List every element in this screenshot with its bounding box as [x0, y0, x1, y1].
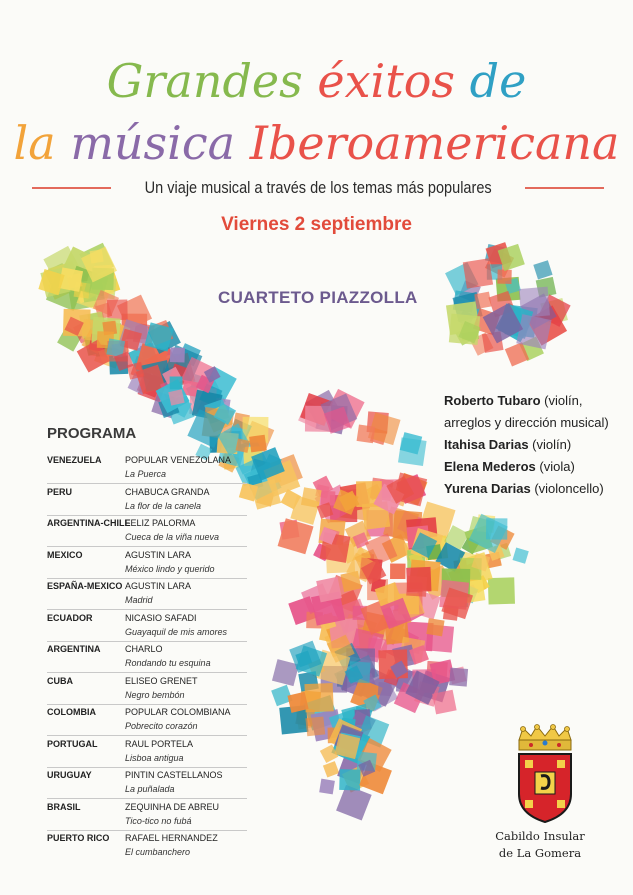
- program-song: Tico-tico no fubá: [125, 815, 192, 826]
- musician-name: Elena Mederos: [444, 459, 536, 474]
- map-tile: [488, 577, 515, 604]
- map-tile: [170, 347, 185, 362]
- program-country: PORTUGAL: [47, 738, 98, 749]
- map-tile: [497, 270, 511, 284]
- program-separator: [47, 704, 247, 705]
- title-word-l1-1: éxitos: [317, 54, 456, 108]
- program-country: ARGENTINA: [47, 644, 101, 654]
- program-song: Negro bembón: [125, 689, 185, 700]
- title-word-l2-1: música: [70, 116, 236, 170]
- program-item: [47, 676, 247, 708]
- program-composer: AGUSTIN LARA: [125, 581, 192, 591]
- ensemble-name: CUARTETO PIAZZOLLA: [218, 288, 418, 307]
- map-tile: [516, 314, 551, 349]
- program-separator: [47, 735, 247, 736]
- musicians-list: [444, 390, 624, 500]
- program-song: Guayaquil de mis amores: [125, 626, 228, 637]
- program-separator: [47, 483, 247, 484]
- program-song: La flor de la canela: [125, 500, 202, 511]
- program-composer: AGUSTIN LARA: [125, 549, 192, 560]
- map-tile: [406, 576, 427, 597]
- program-separator: [47, 798, 247, 799]
- map-tile: [168, 389, 184, 405]
- program-country: PERU: [47, 486, 73, 497]
- program-country: URUGUAY: [47, 770, 92, 780]
- map-tile: [474, 292, 491, 309]
- program-item: [47, 833, 247, 865]
- map-tile: [170, 376, 183, 389]
- map-tile: [107, 300, 128, 321]
- program-separator: [47, 672, 247, 673]
- program-separator: [47, 578, 247, 579]
- program-country: ESPAÑA-MEXICO: [47, 581, 123, 591]
- program-composer: FELIZ PALORMA: [125, 518, 196, 528]
- map-tile: [398, 437, 427, 466]
- program-composer: RAFAEL HERNANDEZ: [125, 833, 218, 843]
- cabildo-gomera-crest-icon: [513, 724, 577, 824]
- program-song: Cueca de la viña nueva: [125, 532, 220, 542]
- map-tile: [512, 547, 528, 563]
- musician: [444, 478, 624, 500]
- program-list: [47, 455, 247, 865]
- program-song: La Puerca: [125, 469, 167, 479]
- program-item: [47, 707, 247, 739]
- program-separator: [47, 830, 247, 831]
- musician-role: (viola): [535, 459, 575, 474]
- map-tile: [305, 716, 325, 736]
- map-tile: [235, 438, 249, 452]
- musician-role: (violoncello): [530, 481, 604, 496]
- map-tile: [463, 258, 493, 288]
- map-tile: [249, 435, 267, 453]
- program-composer: POPULAR VENEZOLANA: [125, 455, 232, 465]
- program-separator: [47, 767, 247, 768]
- program-composer: ZEQUINHA DE ABREU: [125, 801, 220, 812]
- program-country: ARGENTINA-CHILE: [47, 518, 131, 528]
- map-tile: [533, 260, 552, 279]
- program-song: México lindo y querido: [125, 563, 215, 574]
- musician-name: Yurena Darias: [444, 481, 531, 496]
- map-tile: [357, 424, 376, 443]
- program-country: MEXICO: [47, 549, 83, 560]
- program-title: PROGRAMA: [47, 425, 137, 442]
- program-composer: CHARLO: [125, 644, 163, 654]
- program-composer: PINTIN CASTELLANOS: [125, 770, 223, 780]
- map-tile: [449, 668, 468, 687]
- event-date: Viernes 2 septiembre: [221, 214, 412, 235]
- program-item: [47, 455, 247, 487]
- title-word-l2-0: la: [13, 116, 56, 170]
- map-tile: [432, 690, 457, 715]
- map-tile: [426, 618, 444, 636]
- program-composer: RAUL PORTELA: [125, 738, 194, 749]
- program-song: El cumbanchero: [125, 847, 191, 857]
- program-item: [47, 770, 247, 802]
- map-tile: [378, 682, 392, 696]
- program-item: [47, 518, 247, 550]
- musician-name: Roberto Tubaro: [444, 393, 541, 408]
- program-separator: [47, 641, 247, 642]
- program-country: VENEZUELA: [47, 455, 102, 465]
- program-separator: [47, 515, 247, 516]
- organization-name: [485, 828, 595, 862]
- program-item: [47, 802, 247, 834]
- program-song: Lisboa antigua: [125, 752, 184, 763]
- musician: [444, 434, 624, 456]
- program-item: [47, 739, 247, 771]
- map-tile: [316, 577, 342, 603]
- program-item: [47, 613, 247, 645]
- map-tile: [339, 769, 360, 790]
- program-composer: CHABUCA GRANDA: [125, 486, 210, 497]
- map-tile: [323, 761, 339, 777]
- program-country: BRASIL: [47, 801, 81, 812]
- program-song: Madrid: [125, 595, 153, 605]
- musician: [444, 456, 624, 478]
- program-separator: [47, 609, 247, 610]
- program-song: Rondando tu esquina: [125, 658, 211, 668]
- program-country: ECUADOR: [47, 612, 93, 623]
- title-word-l2-2: Iberoamericana: [249, 116, 620, 170]
- musician-name: Itahisa Darias: [444, 437, 529, 452]
- musician: [444, 390, 624, 434]
- program-composer: ELISEO GRENET: [125, 675, 198, 686]
- program-country: COLOMBIA: [47, 707, 96, 717]
- program-item: [47, 550, 247, 582]
- program-item: [47, 644, 247, 676]
- map-tile: [390, 564, 406, 580]
- program-item: [47, 487, 247, 519]
- musician-role: (violín): [528, 437, 572, 452]
- subtitle: Un viaje musical a través de los temas más populares: [144, 178, 492, 197]
- organization-line-1: Cabildo Insular: [495, 829, 585, 843]
- program-country: PUERTO RICO: [47, 833, 110, 843]
- map-tile: [304, 683, 333, 712]
- map-tile: [319, 779, 335, 795]
- program-country: CUBA: [47, 675, 73, 686]
- title-word-l1-0: Grandes: [106, 54, 303, 108]
- program-separator: [47, 546, 247, 547]
- program-song: Pobrecito corazón: [125, 721, 198, 731]
- organization-line-2: de La Gomera: [498, 846, 582, 860]
- title-word-l1-2: de: [469, 54, 527, 108]
- program-song: La puñalada: [125, 784, 175, 794]
- map-tile: [301, 487, 322, 508]
- program-item: [47, 581, 247, 613]
- program-composer: NICASIO SAFADI: [125, 612, 197, 623]
- musician-role: (violín, arreglos y dirección musical): [444, 393, 609, 430]
- program-composer: POPULAR COLOMBIANA: [125, 707, 231, 717]
